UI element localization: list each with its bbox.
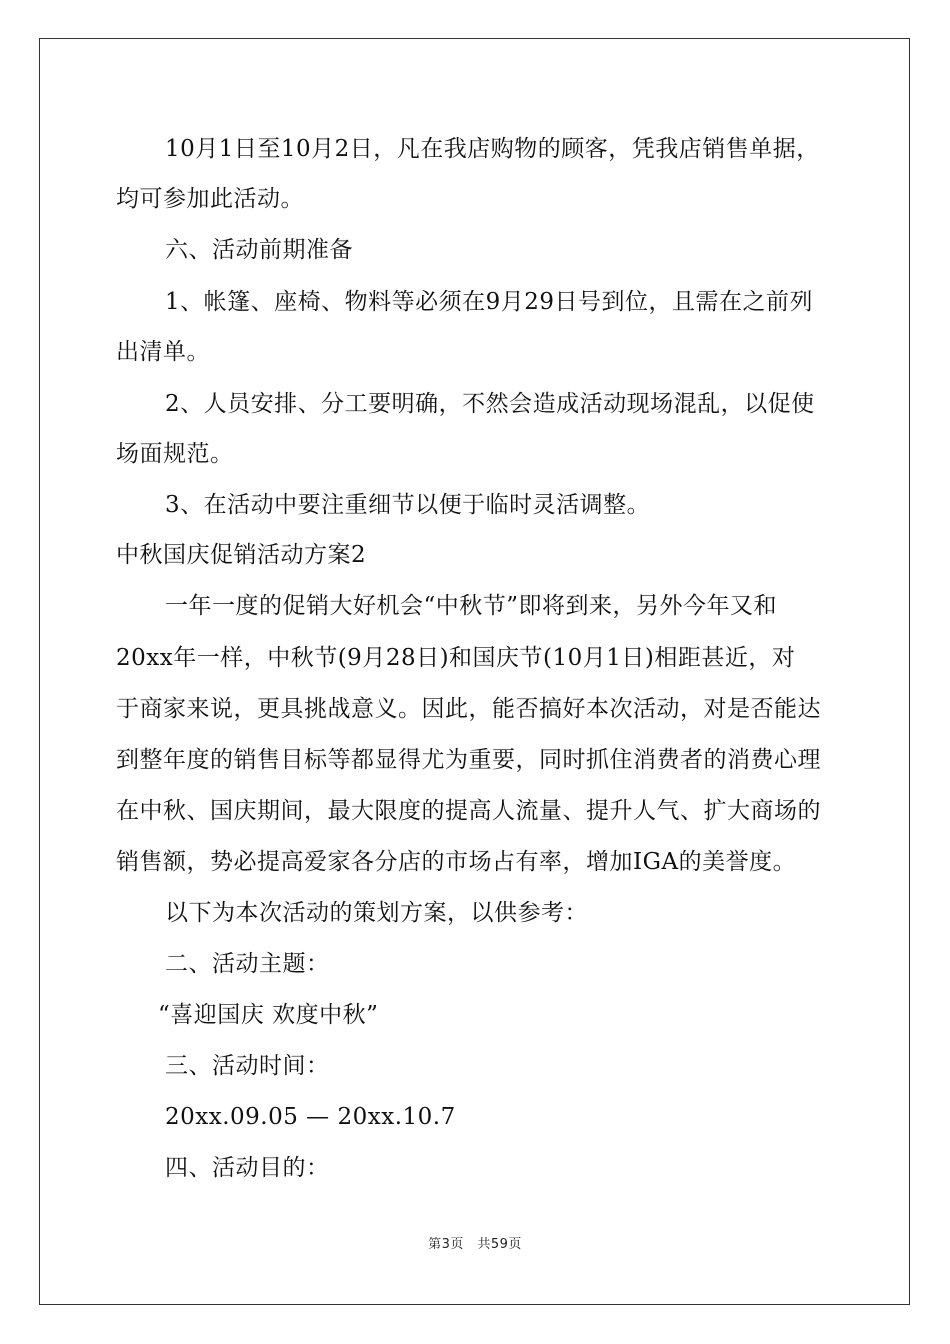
page-frame <box>39 38 910 1305</box>
section-heading: 六、活动前期准备 <box>165 237 353 263</box>
body-line: 2、人员安排、分工要明确，不然会造成活动现场混乱，以促使 <box>165 391 815 417</box>
body-line: 在中秋、国庆期间，最大限度的提高人流量、提升人气、扩大商场的 <box>116 798 821 824</box>
section-heading: 四、活动目的： <box>165 1155 330 1181</box>
body-line: 10月1日至10月2日，凡在我店购物的顾客，凭我店销售单据， <box>165 136 820 162</box>
section-heading: 二、活动主题： <box>165 951 330 977</box>
body-line: 到整年度的销售目标等都显得尤为重要，同时抓住消费者的消费心理 <box>116 747 821 773</box>
body-line: 销售额，势必提高爱家各分店的市场占有率，增加IGA的美誉度。 <box>116 849 797 875</box>
date-range: 20xx.09.05 — 20xx.10.7 <box>165 1104 456 1130</box>
document-title: 中秋国庆促销活动方案2 <box>116 542 367 568</box>
body-line: 均可参加此活动。 <box>116 186 304 212</box>
body-line: 以下为本次活动的策划方案，以供参考： <box>165 900 588 926</box>
body-line: 场面规范。 <box>116 441 234 467</box>
theme-line: “喜迎国庆 欢度中秋” <box>158 1002 379 1028</box>
body-line: 一年一度的促销大好机会“中秋节”即将到来，另外今年又和 <box>165 593 778 619</box>
body-line: 出清单。 <box>116 339 210 365</box>
section-heading: 三、活动时间： <box>165 1053 330 1079</box>
body-line: 1、帐篷、座椅、物料等必须在9月29日号到位，且需在之前列 <box>165 289 814 315</box>
body-line: 3、在活动中要注重细节以便于临时灵活调整。 <box>165 492 651 518</box>
body-line: 20xx年一样，中秋节(9月28日)和国庆节(10月1日)相距甚近，对 <box>116 645 796 671</box>
page-footer: 第3页 共59页 <box>428 1237 522 1252</box>
body-line: 于商家来说，更具挑战意义。因此，能否搞好本次活动，对是否能达 <box>116 696 821 722</box>
